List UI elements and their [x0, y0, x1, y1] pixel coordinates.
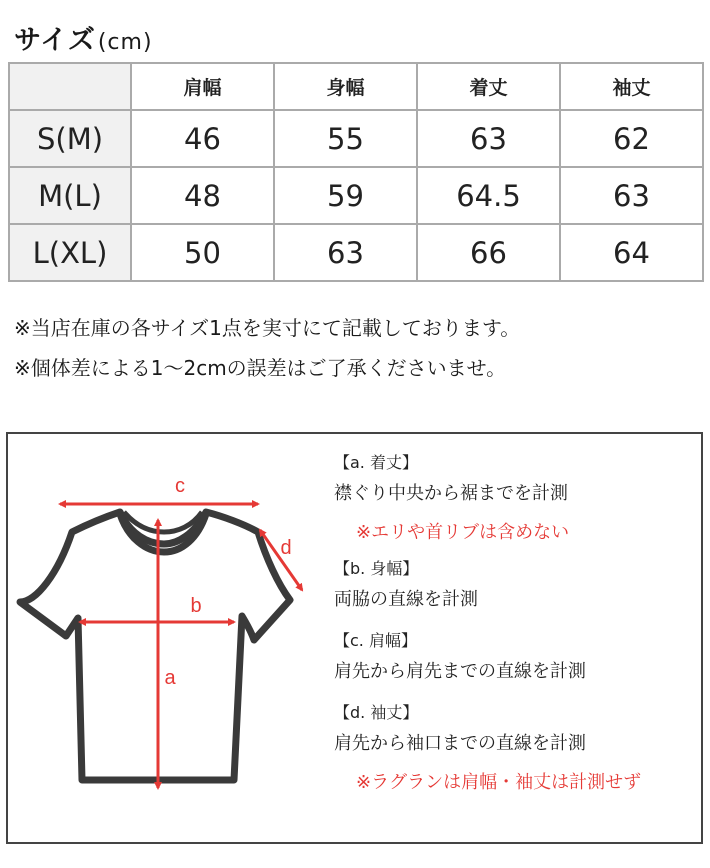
legend-head-c: 【c. 肩幅】 [334, 631, 417, 650]
table-cell: 63 [417, 110, 560, 167]
table-cell: 62 [560, 110, 703, 167]
legend-head-a: 【a. 着丈】 [334, 453, 418, 472]
header-length: 着丈 [417, 63, 560, 110]
label-d: d [280, 537, 292, 559]
notes [14, 308, 520, 388]
legend-desc-b: 両脇の直線を計測 [334, 589, 478, 610]
header-sleeve: 袖丈 [560, 63, 703, 110]
table-cell: 55 [274, 110, 417, 167]
size-table [8, 62, 704, 282]
tshirt-diagram [8, 434, 328, 842]
label-b: b [190, 595, 202, 617]
legend-head-d: 【d. 袖丈】 [334, 703, 419, 722]
legend-desc-d: 肩先から袖口までの直線を計測 [334, 733, 586, 754]
table-cell: 46 [131, 110, 274, 167]
table-row [9, 167, 703, 224]
table-cell: 64 [560, 224, 703, 281]
row-size-label: S(M) [9, 110, 131, 167]
row-size-label: L(XL) [9, 224, 131, 281]
table-cell: 64.5 [417, 167, 560, 224]
label-c: c [175, 475, 185, 497]
legend-desc-a: 襟ぐり中央から裾までを計測 [334, 483, 568, 504]
table-row [9, 224, 703, 281]
table-header-row [9, 63, 703, 110]
note-line: ※当店在庫の各サイズ1点を実寸にて記載しております。 [14, 316, 521, 340]
header-empty [9, 63, 131, 110]
title-text: サイズ [14, 25, 96, 56]
label-a: a [164, 667, 176, 689]
table-cell: 63 [274, 224, 417, 281]
legend-head-b: 【b. 身幅】 [334, 559, 419, 578]
table-row [9, 110, 703, 167]
table-cell: 59 [274, 167, 417, 224]
header-body-width: 身幅 [274, 63, 417, 110]
measurement-diagram [6, 432, 703, 844]
note-line: ※個体差による1〜2cmの誤差はご了承くださいませ。 [14, 356, 507, 380]
page-title [14, 18, 153, 57]
legend-warn-a: ※エリや首リブは含めない [356, 522, 570, 543]
legend-desc-c: 肩先から肩先までの直線を計測 [334, 661, 586, 682]
table-cell: 50 [131, 224, 274, 281]
title-unit: (cm) [97, 30, 153, 55]
table-cell: 48 [131, 167, 274, 224]
table-cell: 66 [417, 224, 560, 281]
legend-warn-d: ※ラグランは肩幅・袖丈は計測せず [356, 772, 642, 793]
table-cell: 63 [560, 167, 703, 224]
row-size-label: M(L) [9, 167, 131, 224]
measurement-legend [334, 448, 704, 804]
header-shoulder: 肩幅 [131, 63, 274, 110]
